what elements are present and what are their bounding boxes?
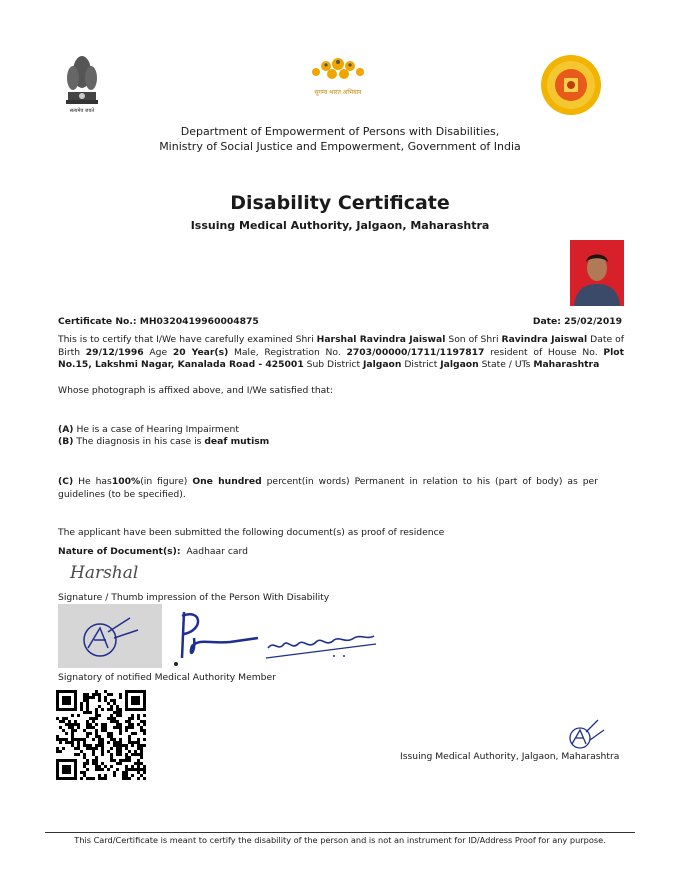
item-b-text: The diagnosis in his case is (76, 436, 202, 447)
state: Maharashtra (533, 359, 600, 370)
text-fragment: Sub District (306, 359, 361, 370)
registration-number: 2703/00000/1711/1197817 (346, 346, 485, 358)
applicant-photo (570, 240, 624, 306)
text-fragment: This is to certify that I/We have carefully examined Shri (58, 334, 314, 345)
item-a-label: (A) (58, 424, 74, 435)
text-fragment: percent(in words) Permanent in relation to his (part of body) as per guidelines (to be specified). (58, 476, 598, 500)
footer-divider (45, 832, 635, 833)
text-fragment: resident of House No. (490, 346, 598, 358)
percent-figure: 100% (111, 476, 141, 487)
address: Plot No.15, Lakshmi Nagar, Kanalada Road - 425001 (58, 346, 624, 370)
applicant-signature: Harshal (70, 563, 139, 583)
nature-of-document (58, 546, 248, 559)
date-of-birth: 29/12/1996 (85, 346, 144, 358)
certificate-date-label: Date: (532, 316, 561, 327)
item-c (58, 476, 598, 501)
member-signature-1 (58, 604, 162, 668)
center-logo-text: सुगम्य भारत अभियान (314, 89, 362, 96)
percent-words: One hundred (192, 476, 262, 487)
applicant-signature-label: Signature / Thumb impression of the Person With Disability (58, 592, 330, 603)
certificate-number-label: Certificate No.: (58, 316, 137, 327)
certificate-date-row (533, 316, 622, 329)
certificate-date: 25/02/2019 (564, 316, 622, 327)
applicant-name: Harshal Ravindra Jaiswal (316, 334, 446, 345)
department-line-1: Department of Empowerment of Persons with Disabilities, (180, 125, 500, 138)
state-seal-icon (540, 54, 602, 116)
members-label: Signatory of notified Medical Authority Member (58, 672, 276, 683)
item-a (58, 424, 239, 437)
text-fragment: District (404, 359, 438, 370)
department-line-2: Ministry of Social Justice and Empowerment, Government of India (159, 140, 521, 153)
sub-district: Jalgaon (362, 359, 402, 370)
item-a-text: He is a case of Hearing Impairment (76, 424, 239, 435)
text-fragment: Son of Shri (448, 334, 499, 345)
page-title: Disability Certificate (230, 192, 450, 214)
item-b (58, 436, 269, 449)
text-fragment: (in figure) (140, 476, 188, 487)
photograph-statement: Whose photograph is affixed above, and I/We satisfied that: (58, 385, 333, 396)
member-signature-2 (170, 608, 260, 670)
diagnosis-value: deaf mutism (204, 436, 270, 447)
father-name: Ravindra Jaiswal (501, 334, 588, 345)
item-c-label: (C) (58, 476, 74, 487)
issuing-authority-label: Issuing Medical Authority, Jalgaon, Maharashtra (400, 751, 620, 762)
accessible-india-logo (306, 52, 370, 104)
nature-label: Nature of Document(s): (58, 546, 181, 557)
text-fragment: State / UTs (481, 359, 531, 370)
item-b-label: (B) (58, 436, 74, 447)
issuing-authority-signature (562, 712, 610, 756)
residence-statement: The applicant have been submitted the following document(s) as proof of residence (58, 527, 445, 538)
qr-code (56, 690, 146, 780)
nature-value: Aadhaar card (186, 546, 249, 557)
age: 20 Year(s) (172, 346, 229, 358)
text-fragment: He has (78, 476, 112, 487)
issuing-authority-subtitle: Issuing Medical Authority, Jalgaon, Maharashtra (190, 219, 490, 232)
certificate-number: MH0320419960004875 (139, 316, 259, 327)
footer-disclaimer: This Card/Certificate is meant to certify the disability of the person and is not an instrument for ID/Address Proof for any purpose. (74, 835, 606, 845)
district: Jalgaon (440, 359, 479, 370)
text-fragment: Male, Registration No. (234, 346, 341, 358)
emblem-caption: सत्यमेव जयते (69, 108, 95, 114)
text-fragment: Age (149, 346, 168, 358)
certificate-number-row (58, 316, 259, 329)
national-emblem-icon (62, 52, 102, 118)
certification-paragraph (58, 334, 624, 372)
text-fragment: Date of Birth (58, 334, 624, 358)
member-signature-3 (264, 622, 384, 666)
